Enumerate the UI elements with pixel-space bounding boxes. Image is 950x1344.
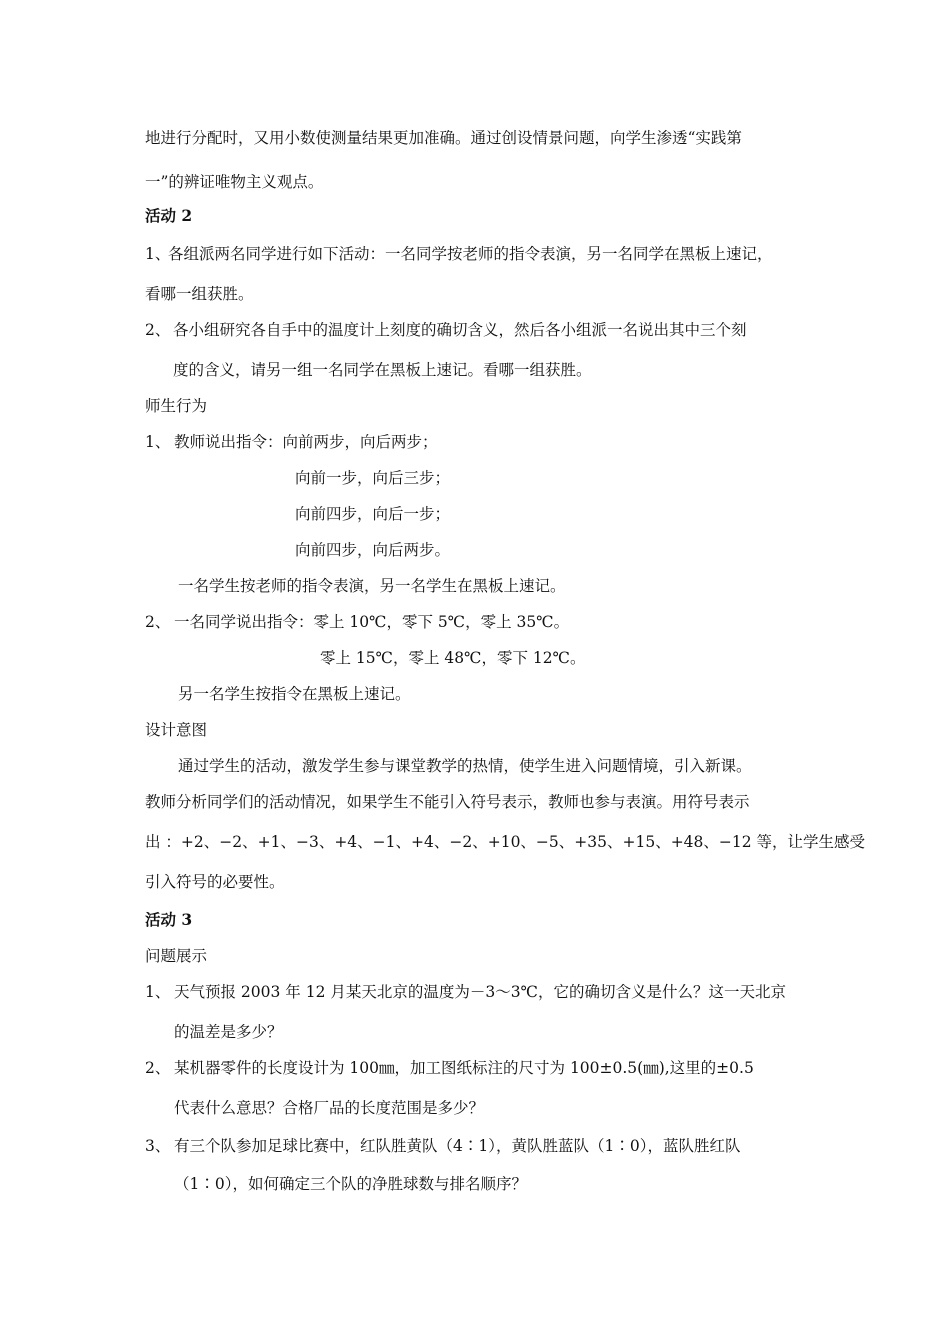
list-item-text: 一名同学说出指令：零上 10℃，零下 5℃，零上 35℃。 bbox=[174, 613, 570, 631]
list-item-text: 天气预报 2003 年 12 月某天北京的温度为－3～3℃，它的确切含义是什么？这一天北京 bbox=[174, 983, 786, 1001]
list-item-number: 2、 bbox=[145, 1059, 171, 1077]
list-item-number: 1、 bbox=[145, 983, 171, 1001]
list-item-text: 的温差是多少？ bbox=[174, 1023, 283, 1041]
list-item-number: 2、 bbox=[145, 613, 171, 631]
list-item-text: （1∶0），如何确定三个队的净胜球数与排名顺序？ bbox=[174, 1175, 527, 1193]
list-item-text: 向前一步，向后三步； bbox=[295, 469, 451, 487]
section-heading-activity-2: 活动 2 bbox=[145, 206, 193, 225]
list-item-number: 1、 bbox=[145, 433, 171, 451]
paragraph-line: 教师分析同学们的活动情况，如果学生不能引入符号表示，教师也参与表演。用符号表示 bbox=[145, 793, 750, 811]
section-heading-problems: 问题展示 bbox=[145, 947, 208, 965]
list-item-text: 有三个队参加足球比赛中，红队胜黄队（4∶1），黄队胜蓝队（1∶0），蓝队胜红队 bbox=[174, 1137, 741, 1155]
list-item-text: 各小组研究各自手中的温度计上刻度的确切含义，然后各小组派一名说出其中三个刻 bbox=[173, 321, 747, 339]
paragraph-line: 出 ：+2、−2、+1、−3、+4、−1、+4、−2、+10、−5、+35、+15、+48、−12 等，让学生感受 bbox=[145, 833, 866, 851]
list-item-number: 3、 bbox=[145, 1137, 171, 1155]
list-item-text: 看哪一组获胜。 bbox=[145, 285, 254, 303]
list-item-text: 零上 15℃，零上 48℃，零下 12℃。 bbox=[320, 649, 586, 667]
list-item-text: 代表什么意思？合格厂品的长度范围是多少？ bbox=[174, 1099, 485, 1117]
list-item-number: 2、 bbox=[145, 321, 171, 339]
list-item-text: 另一名学生按指令在黑板上速记。 bbox=[178, 685, 411, 703]
list-item-text: 度的含义，请另一组一名同学在黑板上速记。看哪一组获胜。 bbox=[173, 361, 592, 379]
list-item-text: 向前四步，向后两步。 bbox=[295, 541, 451, 559]
list-item-text: 某机器零件的长度设计为 100㎜，加工图纸标注的尺寸为 100±0.5(㎜),这里的±0.5 bbox=[174, 1059, 754, 1077]
list-item-text: 向前四步，向后一步； bbox=[295, 505, 451, 523]
list-item-text: 教师说出指令：向前两步，向后两步； bbox=[174, 433, 438, 451]
paragraph-line: 引入符号的必要性。 bbox=[145, 873, 285, 891]
section-heading-design-intent: 设计意图 bbox=[145, 721, 208, 739]
paragraph-line: 通过学生的活动，激发学生参与课堂教学的热情，使学生进入问题情境，引入新课。 bbox=[178, 757, 752, 775]
section-heading-activity-3: 活动 3 bbox=[145, 910, 193, 929]
list-item-text: 各组派两名同学进行如下活动：一名同学按老师的指令表演，另一名同学在黑板上速记， bbox=[168, 245, 773, 263]
paragraph-line: 一”的辨证唯物主义观点。 bbox=[145, 173, 324, 191]
list-item-text: 一名学生按老师的指令表演，另一名学生在黑板上速记。 bbox=[178, 577, 566, 595]
list-item-number: 1、 bbox=[145, 245, 171, 263]
paragraph-line: 地进行分配时，又用小数使测量结果更加准确。通过创设情景问题，向学生渗透“实践第 bbox=[145, 129, 742, 147]
section-heading-teacher-student: 师生行为 bbox=[145, 397, 208, 415]
